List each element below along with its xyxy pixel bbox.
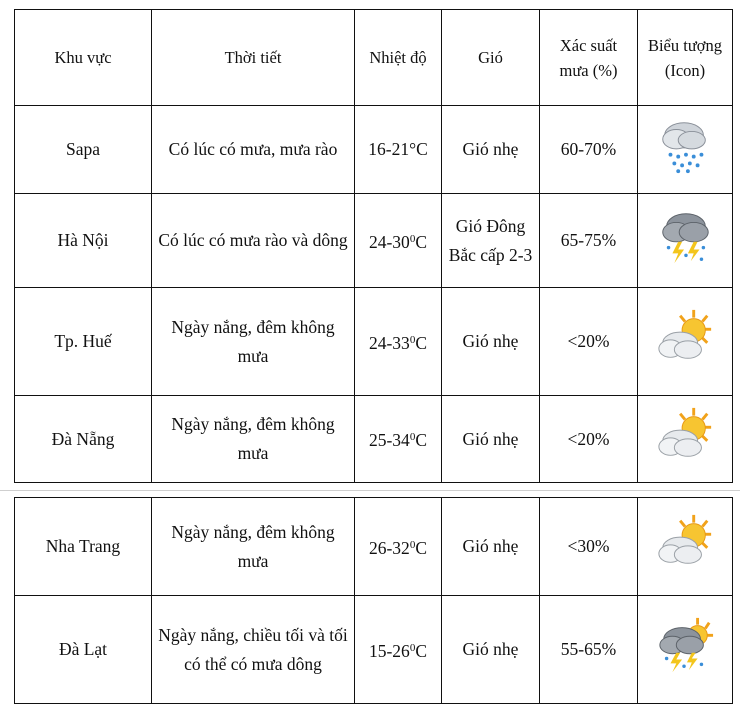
- sun-cloud-icon: [655, 511, 715, 573]
- icon-cell: [638, 498, 733, 596]
- header-area: Khu vực: [15, 10, 152, 106]
- rain-cloud-icon: [655, 114, 715, 176]
- rain-probability-cell: <20%: [540, 288, 638, 396]
- header-icon: Biểu tượng (Icon): [638, 10, 733, 106]
- weather-table-top: [14, 9, 733, 483]
- degree-mark: 0: [409, 431, 416, 443]
- table-row: [15, 596, 733, 704]
- section-divider: [0, 490, 740, 491]
- temperature-range: 16-21: [368, 139, 410, 159]
- degree-mark: 0: [409, 232, 416, 245]
- rain-probability-cell: <20%: [540, 396, 638, 483]
- temperature-range: 24-30: [368, 231, 410, 252]
- wind-cell: Gió Đông Bắc cấp 2-3: [442, 194, 540, 288]
- table-row: [15, 498, 733, 596]
- area-cell: Đà Nẵng: [15, 396, 152, 483]
- sun-cloud-icon: [655, 306, 715, 368]
- celsius-unit: C: [415, 537, 427, 558]
- icon-cell: [638, 396, 733, 483]
- weather-cell: Ngày nắng, đêm không mưa: [152, 396, 355, 483]
- header-wind: Gió: [442, 10, 540, 106]
- celsius-unit: C: [415, 231, 427, 252]
- wind-cell: Gió nhẹ: [442, 288, 540, 396]
- sun-cloud-icon: [655, 404, 715, 466]
- celsius-unit: °C: [409, 139, 428, 159]
- area-cell: Sapa: [15, 106, 152, 194]
- header-weather: Thời tiết: [152, 10, 355, 106]
- weather-cell: Ngày nắng, đêm không mưa: [152, 498, 355, 596]
- icon-cell: [638, 106, 733, 194]
- temperature-range: 15-26: [368, 640, 410, 661]
- sun-thunderstorm-icon: [655, 614, 715, 676]
- wind-cell: Gió nhẹ: [442, 498, 540, 596]
- temperature-range: 25-34: [368, 430, 410, 450]
- area-cell: Tp. Huế: [15, 288, 152, 396]
- rain-probability-cell: <30%: [540, 498, 638, 596]
- wind-cell: Gió nhẹ: [442, 396, 540, 483]
- weather-table-bottom: [14, 497, 733, 704]
- rain-probability-cell: 55-65%: [540, 596, 638, 704]
- weather-cell: Ngày nắng, đêm không mưa: [152, 288, 355, 396]
- temperature-cell: [355, 106, 442, 194]
- temperature-range: 24-33: [368, 332, 410, 353]
- header-row: [15, 10, 733, 106]
- area-cell: Đà Lạt: [15, 596, 152, 704]
- icon-cell: [638, 596, 733, 704]
- celsius-unit: C: [415, 430, 427, 450]
- thunderstorm-icon: [655, 205, 715, 267]
- degree-mark: 0: [409, 538, 416, 551]
- rain-probability-cell: 60-70%: [540, 106, 638, 194]
- wind-cell: Gió nhẹ: [442, 596, 540, 704]
- degree-mark: 0: [409, 641, 416, 654]
- degree-mark: 0: [409, 333, 416, 346]
- weather-cell: Có lúc có mưa rào và dông: [152, 194, 355, 288]
- table-row: [15, 396, 733, 483]
- table-row: [15, 288, 733, 396]
- celsius-unit: C: [415, 640, 427, 661]
- celsius-unit: C: [415, 332, 427, 353]
- table-row: [15, 106, 733, 194]
- temperature-range: 26-32: [368, 537, 410, 558]
- temperature-cell: [355, 288, 442, 396]
- weather-cell: Có lúc có mưa, mưa rào: [152, 106, 355, 194]
- temperature-cell: [355, 396, 442, 483]
- header-rain-probability: Xác suất mưa (%): [540, 10, 638, 106]
- wind-cell: Gió nhẹ: [442, 106, 540, 194]
- area-cell: Nha Trang: [15, 498, 152, 596]
- temperature-cell: [355, 498, 442, 596]
- table-row: [15, 194, 733, 288]
- icon-cell: [638, 288, 733, 396]
- temperature-cell: [355, 194, 442, 288]
- icon-cell: [638, 194, 733, 288]
- rain-probability-cell: 65-75%: [540, 194, 638, 288]
- temperature-cell: [355, 596, 442, 704]
- weather-cell: Ngày nắng, chiều tối và tối có thể có mưa dông: [152, 596, 355, 704]
- area-cell: Hà Nội: [15, 194, 152, 288]
- header-temperature: Nhiệt độ: [355, 10, 442, 106]
